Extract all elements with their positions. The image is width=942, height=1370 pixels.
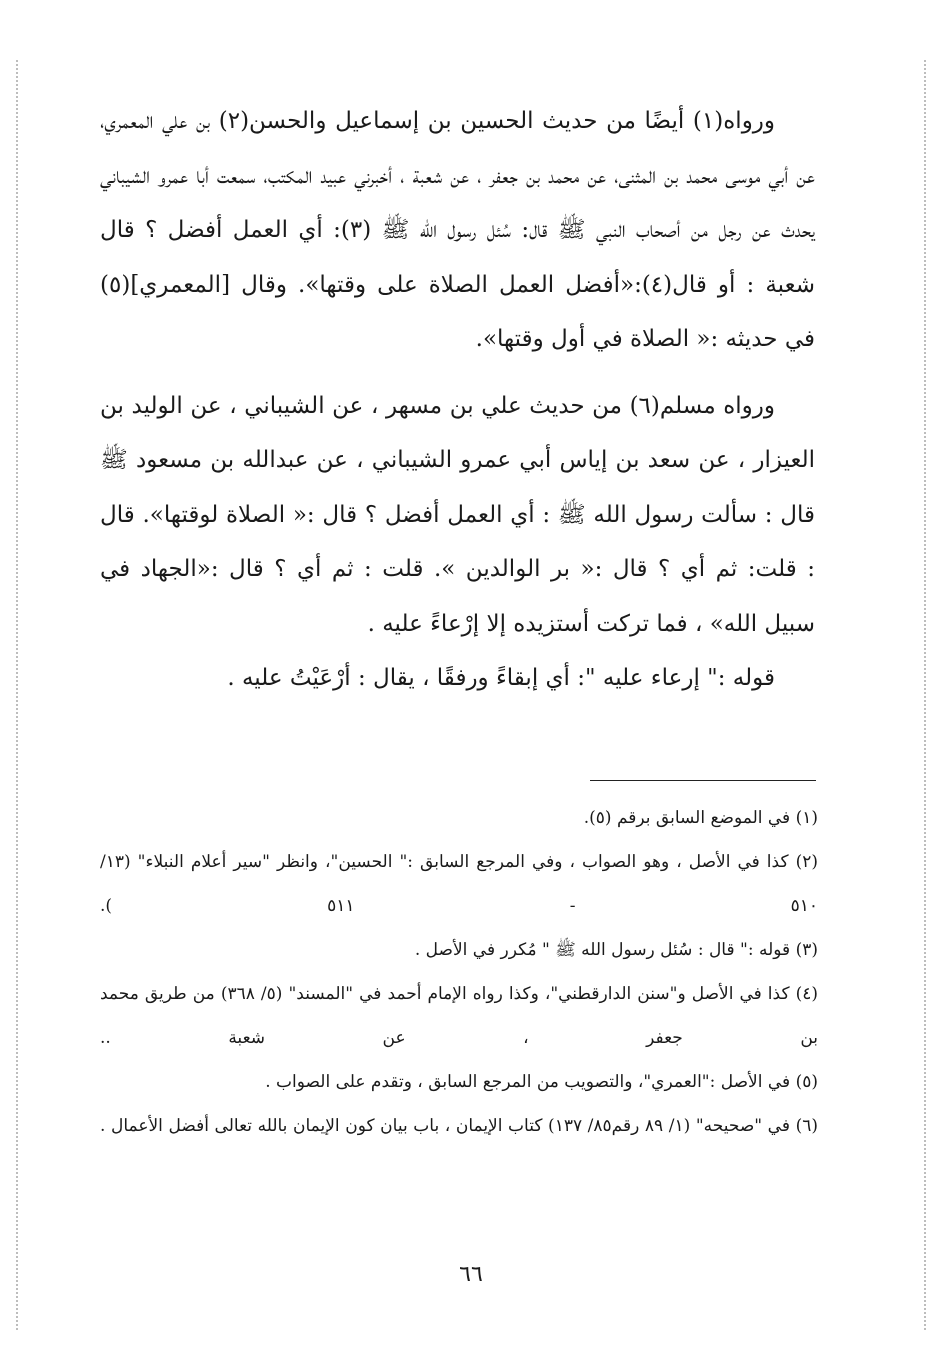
footnote-6: (٦) في "صحيحه" (١/ ٨٩ رقم٨٥/ ١٣٧) كتاب الإيمان ، باب بيان كون الإيمان بالله تعالى أفضل الأعمال .: [100, 1116, 818, 1136]
main-text: [100, 94, 815, 706]
body-paragraph: ورواه مسلم(٦) من حديث علي بن مسهر ، عن الشيباني ، عن الوليد بن العيزار ، عن سعد بن إياس أبي عمرو الشيباني ، عن عبدالله بن مسعود ﷺ قال : سألت رسول الله ﷺ : أي العمل أفضل ؟ قال :« الصلاة لوقتها». قال : قلت: ثم أي ؟ قال :« بر الوالدين ». قلت : ثم أي ؟ قال :«الجهاد في سبيل الله» ، فما تركت أستزيده إلا إرْعاءً عليه .: [100, 392, 815, 637]
body-paragraph: ورواه(١) أيضًا من حديث الحسين بن إسماعيل والحسن(٢) بن علي المعمري، عن أبي موسى محمد بن المثنى، عن محمد بن جعفر ، عن شعبة ، أخبرني عبيد المكتب، سمعت أبا عمرو الشيباني يحدث عن رجل من أصحاب النبي ﷺ قال: سُئل رسول الله ﷺ (٣): أي العمل أفضل ؟ قال شعبة : أو قال(٤):«أفضل العمل الصلاة على وقتها». وقال [المعمري](٥) في حديثه :« الصلاة في أول وقتها».: [100, 108, 815, 352]
body-paragraph: قوله :" إرعاء عليه ": أي إبقاءً ورفقًا ، يقال : أرْعَيْتُ عليه .: [227, 665, 775, 691]
footnote-3: (٣) قوله :" قال : سُئل رسول الله ﷺ " مُكرر في الأصل .: [414, 940, 818, 960]
footnote-2: (٢) كذا في الأصل ، وهو الصواب ، وفي المرجع السابق :" الحسين"، وانظر "سير أعلام النبلاء" (١٣/ ٥١٠ - ٥١١ ).: [100, 852, 818, 916]
footnote-separator: [590, 780, 816, 781]
footnote-1: (١) في الموضع السابق برقم (٥).: [583, 808, 818, 828]
footnotes: [100, 796, 818, 1148]
right-scan-edge: [924, 60, 926, 1330]
footnote-5: (٥) في الأصل :"العمري"، والتصويب من المرجع السابق ، وتقدم على الصواب .: [265, 1072, 818, 1092]
footnote-4: (٤) كذا في الأصل و"سنن الدارقطني"، وكذا رواه الإمام أحمد في "المسند" (٥/ ٣٦٨) من طريق محمد بن جعفر ، عن شعبة ..: [100, 984, 819, 1048]
left-scan-edge: [16, 60, 18, 1330]
page-number: ٦٦: [459, 1262, 483, 1287]
